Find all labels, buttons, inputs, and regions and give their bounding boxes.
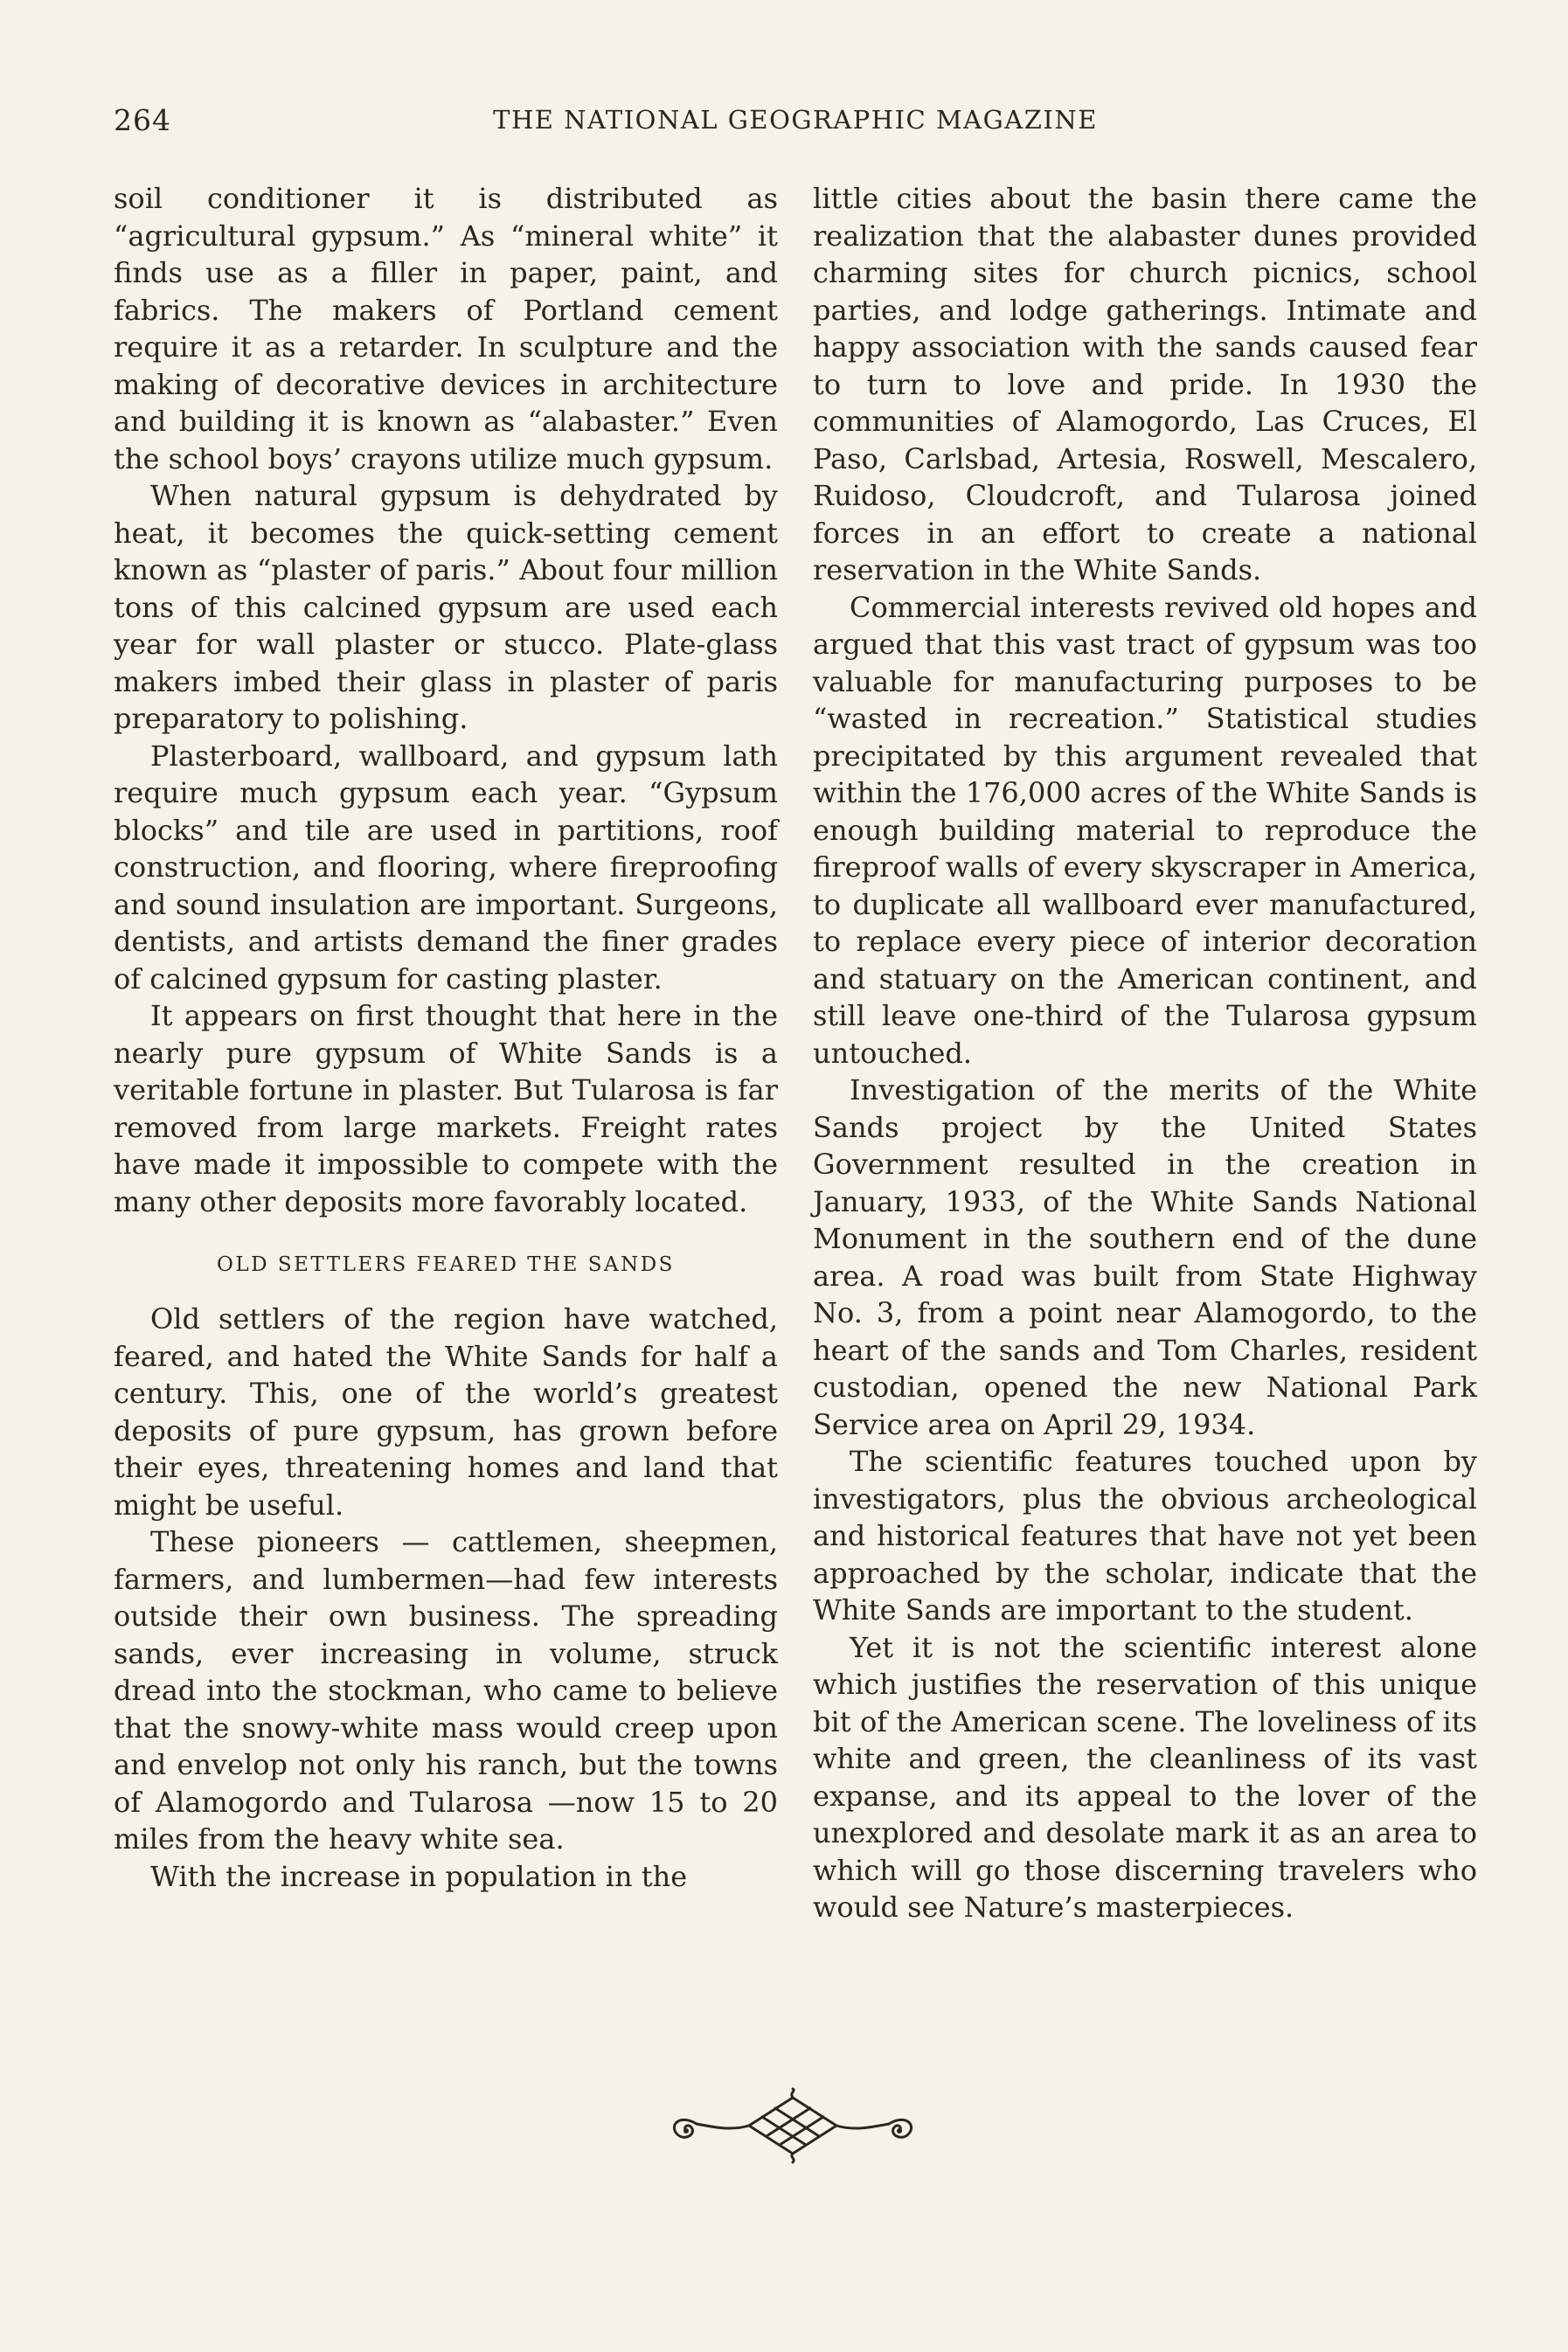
paragraph: Investigation of the merits of the White Sands project by the United States Government resulted in the creation in January, 1933, of the White Sands National Monument in the southern end of the dune area. A road was built from State Highway No. 3, from a point near Alamogordo, to the heart of the sands and Tom Charles, resident custodian, opened the new National Park Service area on April 29, 1934. xyxy=(813,1073,1477,1441)
paragraph: Old settlers of the region have watched, feared, and hated the White Sands for half a century. This, one of the world’s greatest deposits of pure gypsum, has grown before their eyes, threatening homes and land that might be useful. xyxy=(114,1302,778,1522)
section-heading: OLD SETTLERS FEARED THE SANDS xyxy=(217,1253,675,1276)
paragraph: Plasterboard, wallboard, and gypsum lath require much gypsum each year. “Gypsum blocks” and tile are used in partitions, roof construction, and flooring, where fireproofing and sound insulation are important. Surgeons, dentists, and artists demand the finer grades of calcined gypsum for casting plaster. xyxy=(114,739,778,996)
paragraph: Yet it is not the scientific interest alone which justifies the reservation of this unique bit of the American scene. The loveliness of its white and green, the cleanliness of its vast expanse, and its appeal to the lover of the unexplored and desolate mark it as an area to which will go those discerning travelers who would see Nature’s masterpieces. xyxy=(813,1630,1477,1924)
running-head: THE NATIONAL GEOGRAPHIC MAGAZINE xyxy=(493,105,1098,135)
right-column xyxy=(813,180,1477,1926)
page-number: 264 xyxy=(114,103,171,137)
paragraph: Commercial interests revived old hopes and argued that this vast tract of gypsum was too valuable for manufacturing purposes to be “wasted in recreation.” Statistical studies precipitated by this argument revealed that within the 176,000 acres of the White Sands is enough building material to reproduce the fireproof walls of every skyscraper in America, to duplicate all wallboard ever manufactured, to replace every piece of interior decoration and statuary on the American continent, and still leave one-third of the Tularosa gypsum untouched. xyxy=(813,590,1477,1070)
paragraph: These pioneers — cattlemen, sheepmen, farmers, and lumbermen—had few interests outside their own business. The spreading sands, ever increasing in volume, struck dread into the stockman, who came to believe that the snowy-white mass would creep upon and envelop not only his ranch, but the towns of Alamogordo and Tularosa —now 15 to 20 miles from the heavy white sea. xyxy=(114,1525,778,1856)
page-header xyxy=(114,103,1477,147)
paragraph: soil conditioner it is distributed as “agricultural gypsum.” As “mineral white” it finds use as a filler in paper, paint, and fabrics. The makers of Portland cement require it as a retarder. In sculpture and the making of decorative devices in architecture and building it is known as “alabaster.” Even the school boys’ crayons utilize much gypsum. xyxy=(114,182,778,475)
paragraph: When natural gypsum is dehydrated by heat, it becomes the quick-setting cement known as “plaster of paris.” About four million tons of this calcined gypsum are used each year for wall plaster or stucco. Plate-glass makers imbed their glass in plaster of paris preparatory to polishing. xyxy=(114,479,778,735)
paragraph: little cities about the basin there came the realization that the alabaster dunes provided charming sites for church picnics, school parties, and lodge gatherings. Intimate and happy association with the sands caused fear to turn to love and pride. In 1930 the communities of Alamogordo, Las Cruces, El Paso, Carlsbad, Artesia, Roswell, Mescalero, Ruidoso, Cloudcroft, and Tularosa joined forces in an effort to create a national reservation in the White Sands. xyxy=(813,182,1477,586)
paragraph: The scientific features touched upon by investigators, plus the obvious archeological and historical features that have not yet been approached by the scholar, indicate that the White Sands are important to the student. xyxy=(813,1445,1477,1627)
paragraph: It appears on first thought that here in the nearly pure gypsum of White Sands is a veritable fortune in plaster. But Tularosa is far removed from large markets. Freight rates have made it impossible to compete with the many other deposits more favorably located. xyxy=(114,999,778,1218)
paragraph: With the increase in population in the xyxy=(150,1859,688,1893)
left-column xyxy=(114,180,778,1895)
decorative-scroll-ornament-icon xyxy=(662,2087,924,2164)
